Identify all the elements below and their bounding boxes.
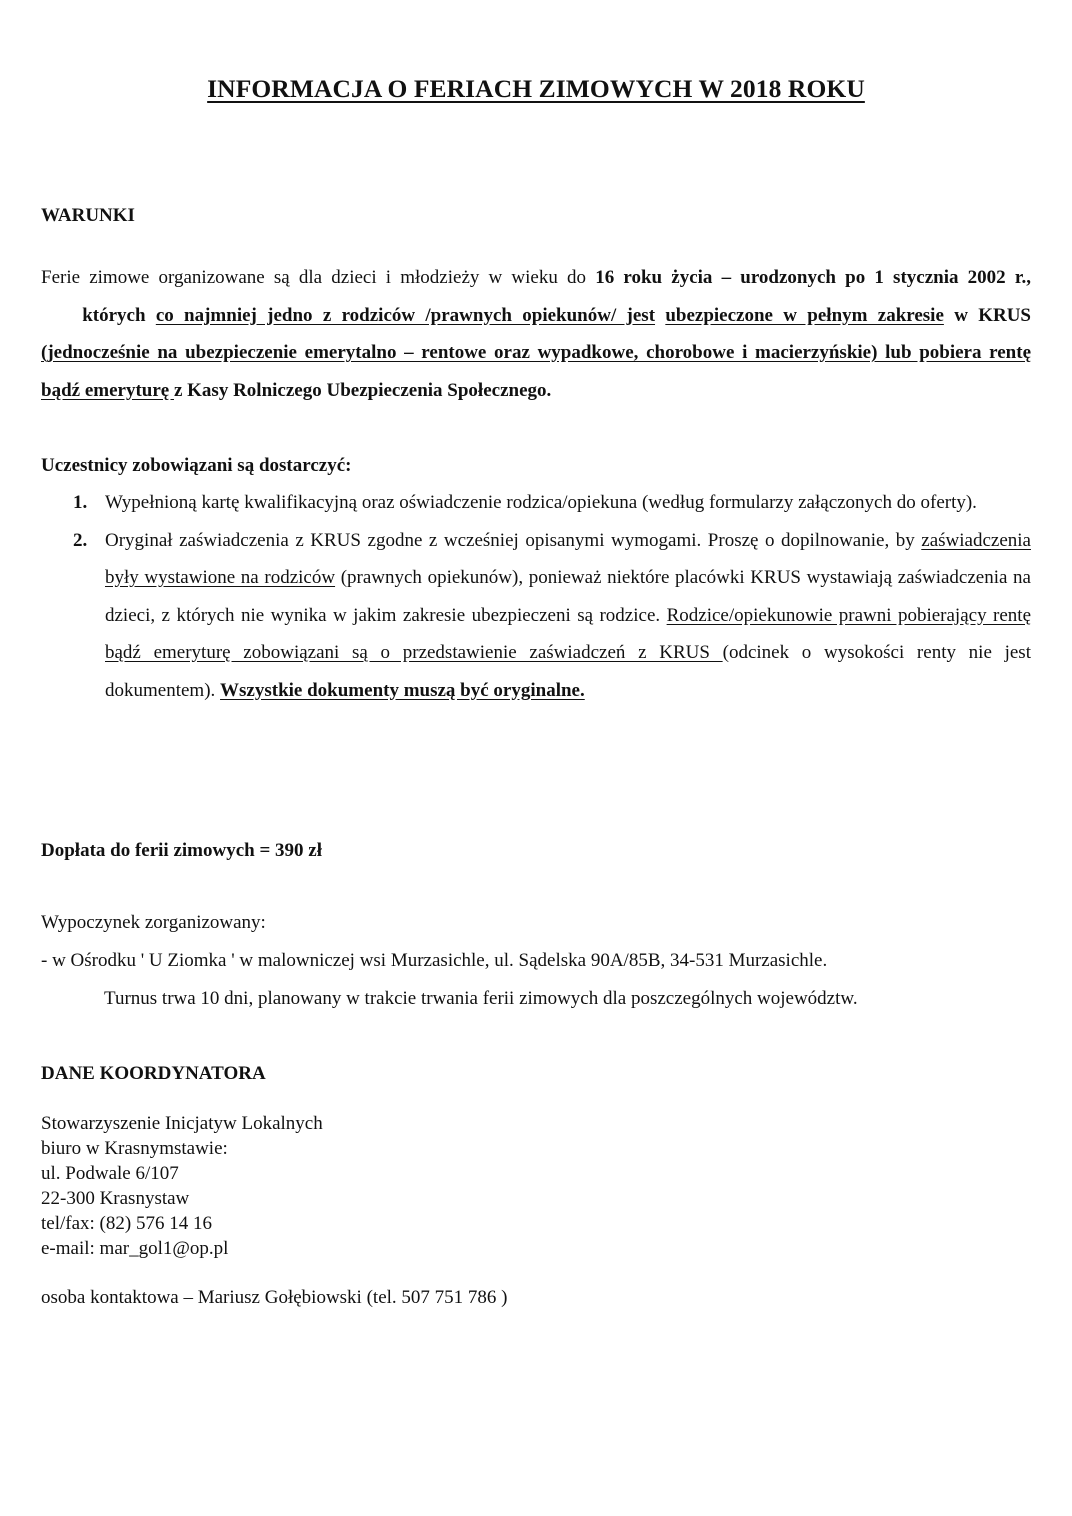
list-item-text: Wypełnioną kartę kwalifikacyjną oraz oświadczenie rodzica/opiekuna (według formularzy załączonych do oferty). bbox=[105, 492, 977, 513]
section-heading-uczestnicy: Uczestnicy zobowiązani są dostarczyć: bbox=[41, 455, 352, 476]
stay-label: Wypoczynek zorganizowany: bbox=[41, 912, 266, 933]
list-item-text: (prawnych opiekunów), ponieważ niektóre placówki KRUS wystawiają zaświadczenia na dzieci, z których nie wynika w jakim zakresie ubezpieczeni są rodzice. bbox=[105, 567, 1031, 626]
underlined-requirement: co najmniej jedno z rodziców /prawnych opiekunów/ jest bbox=[155, 304, 656, 326]
email: e-mail: mar_gol1@op.pl bbox=[41, 1238, 229, 1259]
originals-warning: Wszystkie dokumenty muszą być oryginalne. bbox=[220, 679, 585, 701]
list-number: 1. bbox=[73, 492, 88, 513]
list-number: 2. bbox=[73, 529, 88, 551]
list-item-text: (odcinek o wysokości renty nie jest dokumentem). bbox=[105, 642, 1031, 701]
list-item bbox=[73, 522, 1031, 710]
section-heading-warunki: WARUNKI bbox=[41, 205, 135, 226]
stay-duration: Turnus trwa 10 dni, planowany w trakcie trwania ferii zimowych dla poszczególnych województw. bbox=[104, 988, 858, 1009]
phone-fax: tel/fax: (82) 576 14 16 bbox=[41, 1213, 212, 1234]
section-heading-koordynator: DANE KOORDYNATORA bbox=[41, 1063, 266, 1084]
coordinator-address bbox=[41, 1111, 323, 1261]
office-label: biuro w Krasnymstawie: bbox=[41, 1138, 228, 1159]
list-item-text: Oryginał zaświadczenia z KRUS zgodne z wcześniej opisanymi wymogami. Proszę o dopilnowanie, by bbox=[105, 529, 922, 551]
postal-city: 22-300 Krasnystaw bbox=[41, 1188, 190, 1209]
text: w KRUS bbox=[943, 304, 1031, 326]
underlined-text: Rodzice/opiekunowie prawni pobierający rentę bądź emeryturę zobowiązani są o przedstawienie zaświadczeń z KRUS bbox=[105, 604, 1031, 663]
stay-location: - w Ośrodku ' U Ziomka ' w malowniczej wsi Murzasichle, ul. Sądelska 90A/85B, 34-531 Murzasichle. bbox=[41, 950, 828, 971]
text bbox=[655, 305, 665, 326]
text: Ferie zimowe organizowane są dla dzieci i młodzieży w wieku do bbox=[41, 267, 596, 288]
organization-name: Stowarzyszenie Inicjatyw Lokalnych bbox=[41, 1113, 323, 1134]
conditions-paragraph bbox=[41, 259, 1031, 409]
underlined-insurance-detail: (jednocześnie na ubezpieczenie emerytalno – rentowe oraz wypadkowe, chorobowe i macierzyńskie) lub pobiera rentę bądź emeryturę bbox=[41, 342, 1031, 401]
page-title bbox=[0, 74, 1072, 104]
text: z Kasy Rolniczego Ubezpieczenia Społecznego. bbox=[173, 379, 552, 401]
list-item bbox=[73, 484, 1031, 522]
underlined-insurance: ubezpieczone w pełnym zakresie bbox=[665, 304, 944, 326]
age-limit-bold: 16 roku życia – urodzonych po 1 stycznia 2002 r., bbox=[595, 267, 1032, 288]
text: których bbox=[41, 304, 156, 326]
requirements-list bbox=[73, 484, 1031, 709]
subsidy-amount: Dopłata do ferii zimowych = 390 zł bbox=[41, 840, 323, 861]
street-address: ul. Podwale 6/107 bbox=[41, 1163, 179, 1184]
contact-person: osoba kontaktowa – Mariusz Gołębiowski (tel. 507 751 786 ) bbox=[41, 1287, 508, 1308]
underlined-text: zaświadczenia były wystawione na rodziców bbox=[105, 529, 1031, 588]
title-text: INFORMACJA O FERIACH ZIMOWYCH W 2018 ROKU bbox=[207, 74, 865, 103]
